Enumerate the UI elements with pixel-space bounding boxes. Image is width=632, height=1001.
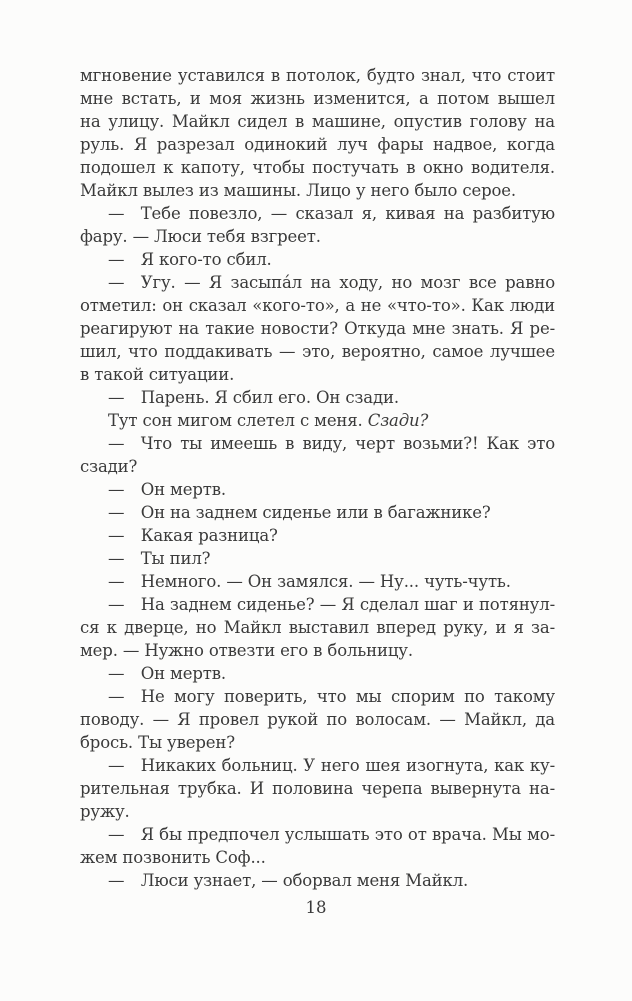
text-line [80, 478, 555, 501]
text-line [80, 64, 555, 87]
text-segment: мне встать, и моя жизнь изменится, а потом вышел [80, 89, 555, 108]
text-segment: — На заднем сиденье? — Я сделал шаг и потянул- [108, 595, 555, 614]
text-line [80, 731, 555, 754]
text-segment: — Он на заднем сиденье или в багажнике? [108, 503, 491, 522]
paragraph [80, 823, 555, 869]
text-segment: — Он мертв. [108, 664, 226, 683]
text-line [80, 455, 555, 478]
text-segment: шил, что поддакивать — это, вероятно, самое лучшее [80, 342, 555, 361]
text-line [80, 87, 555, 110]
text-segment: — Какая разница? [108, 526, 278, 545]
text-line [80, 501, 555, 524]
page-number: 18 [305, 898, 327, 917]
paragraph [80, 570, 555, 593]
paragraph [80, 547, 555, 570]
text-segment: — Никаких больниц. У него шея изогнута, как ку- [108, 756, 555, 775]
text-line [80, 248, 555, 271]
text-line [80, 179, 555, 202]
paragraph [80, 271, 555, 386]
paragraph [80, 64, 555, 202]
text-segment: отметил: он сказал «кого-то», а не «что-то». Как люди [80, 296, 555, 315]
text-line [80, 639, 555, 662]
text-line [80, 294, 555, 317]
text-line [80, 225, 555, 248]
text-segment: — Тебе повезло, — сказал я, кивая на разбитую [108, 204, 555, 223]
text-line [80, 593, 555, 616]
text-line [80, 202, 555, 225]
text-line [80, 570, 555, 593]
text-line [80, 547, 555, 570]
text-line [80, 662, 555, 685]
text-segment: — Ты пил? [108, 549, 211, 568]
text-line [80, 823, 555, 846]
paragraph [80, 524, 555, 547]
paragraph [80, 478, 555, 501]
text-line [80, 754, 555, 777]
text-segment: брось. Ты уверен? [80, 733, 235, 752]
paragraph [80, 202, 555, 248]
emphasized-text: Сзади? [367, 411, 429, 430]
paragraph [80, 248, 555, 271]
text-segment: на улицу. Майкл сидел в машине, опустив голову на [80, 112, 555, 131]
text-segment: фару. — Люси тебя взгреет. [80, 227, 321, 246]
paragraph [80, 662, 555, 685]
text-segment: подошел к капоту, чтобы постучать в окно водителя. [80, 158, 555, 177]
text-segment: ся к дверце, но Майкл выставил вперед руку, и я за- [80, 618, 555, 637]
text-segment: рительная трубка. И половина черепа вывернута на- [80, 779, 555, 798]
paragraph [80, 685, 555, 754]
text-segment: мгновение уставился в потолок, будто знал, что стоит [80, 66, 555, 85]
text-segment: — Что ты имеешь в виду, черт возьми?! Как это [108, 434, 555, 453]
text-line [80, 685, 555, 708]
page-text [80, 64, 555, 892]
text-segment: — Он мертв. [108, 480, 226, 499]
text-line [80, 432, 555, 455]
paragraph [80, 869, 555, 892]
paragraph [80, 754, 555, 823]
text-segment: поводу. — Я провел рукой по волосам. — Майкл, да [80, 710, 555, 729]
text-segment: — Угу. — Я засыпа́л на ходу, но мозг все равно [108, 273, 555, 292]
text-line [80, 409, 555, 432]
paragraph [80, 409, 555, 432]
text-line [80, 708, 555, 731]
text-line [80, 363, 555, 386]
text-segment: — Я бы предпочел услышать это от врача. Мы мо- [108, 825, 555, 844]
text-segment: в такой ситуации. [80, 365, 235, 384]
text-segment: — Я кого-то сбил. [108, 250, 272, 269]
text-line [80, 156, 555, 179]
text-segment: мер. — Нужно отвезти его в больницу. [80, 641, 413, 660]
text-line [80, 340, 555, 363]
text-line [80, 869, 555, 892]
text-line [80, 800, 555, 823]
text-line [80, 616, 555, 639]
text-segment: сзади? [80, 457, 138, 476]
paragraph [80, 432, 555, 478]
text-line [80, 110, 555, 133]
paragraph [80, 501, 555, 524]
text-segment: — Не могу поверить, что мы спорим по такому [108, 687, 555, 706]
text-line [80, 777, 555, 800]
text-segment: — Люси узнает, — оборвал меня Майкл. [108, 871, 469, 890]
text-line [80, 271, 555, 294]
text-line [80, 524, 555, 547]
text-segment: — Немного. — Он замялся. — Ну... чуть-чуть. [108, 572, 511, 591]
text-segment: Майкл вылез из машины. Лицо у него было серое. [80, 181, 516, 200]
text-segment: жем позвонить Соф... [80, 848, 266, 867]
text-segment: руль. Я разрезал одинокий луч фары надвое, когда [80, 135, 555, 154]
paragraph [80, 386, 555, 409]
text-segment: Тут сон мигом слетел с меня. [108, 411, 368, 430]
text-line [80, 317, 555, 340]
text-segment: ружу. [80, 802, 130, 821]
paragraph [80, 593, 555, 662]
text-line [80, 133, 555, 156]
text-line [80, 386, 555, 409]
text-segment: — Парень. Я сбил его. Он сзади. [108, 388, 399, 407]
text-segment: реагируют на такие новости? Откуда мне знать. Я ре- [80, 319, 555, 338]
text-line [80, 846, 555, 869]
